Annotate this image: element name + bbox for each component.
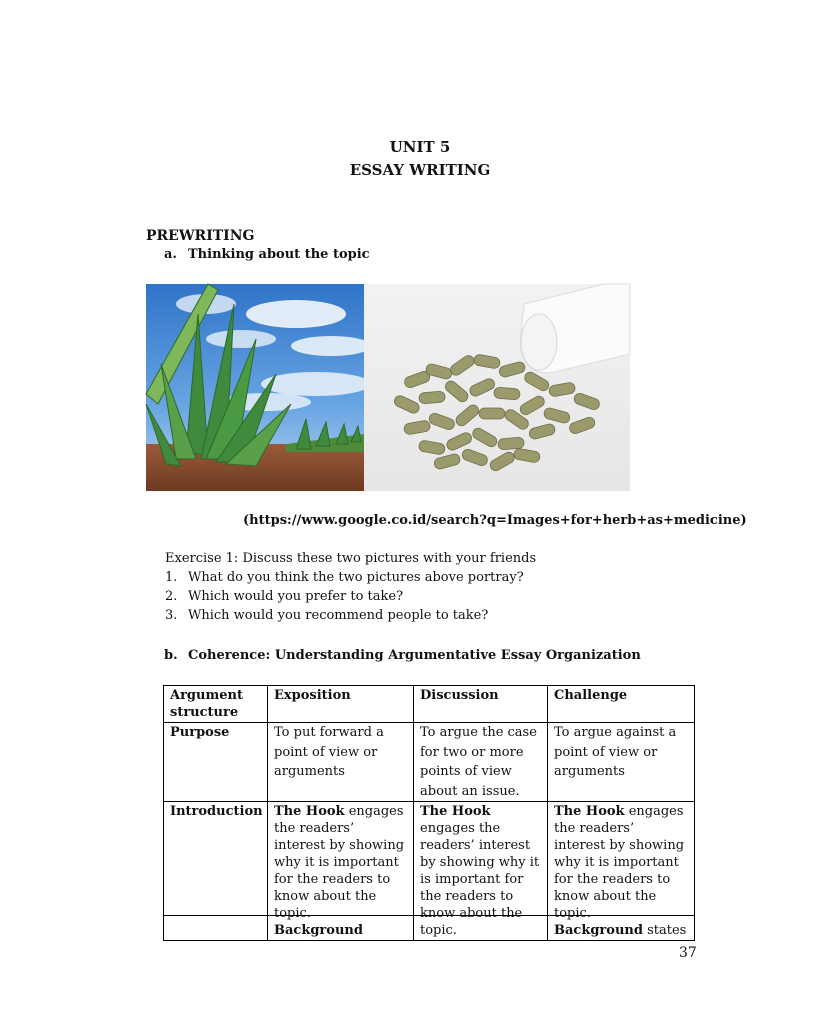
list-item-text: Which would you recommend people to take? [188,608,489,623]
table-header-row [164,686,695,723]
image-source-caption: (https://www.google.co.id/search?q=Images+for+herb+as+medicine) [243,513,747,528]
hook-text: engages the readers’ interest by showing why it is important for the readers to know about the topic. [420,821,540,938]
herbal-capsules-photo [364,284,630,491]
table-header-cell: Discussion [414,686,548,723]
table-cell: To argue against a point of view or arguments [548,723,695,802]
background-text: states [642,923,687,938]
table-cell [548,802,695,941]
table-header-cell: Challenge [548,686,695,723]
hook-term: The Hook [274,804,345,819]
list-item [165,589,403,604]
table-bottom-border [163,915,695,916]
table-cell: To put forward a point of view or arguments [268,723,414,802]
subsection-b-text: Coherence: Understanding Argumentative Essay Organization [188,648,641,663]
list-item-text: What do you think the two pictures above portray? [188,570,524,585]
table-header-cell: Exposition [268,686,414,723]
table-cell [414,802,548,941]
table-cell [268,802,414,941]
exercise-intro: Exercise 1: Discuss these two pictures with your friends [165,551,537,566]
subsection-a-marker: a. [164,247,177,262]
section-heading: PREWRITING [146,228,255,244]
list-item-number: 2. [165,589,178,604]
subsection-a-text: Thinking about the topic [188,247,370,262]
hook-term: The Hook [554,804,625,819]
hook-term: The Hook [420,804,491,819]
table-cell: To argue the case for two or more points of view about an issue. [414,723,548,802]
background-term: Background [554,923,643,938]
hook-text: engages the readers’ interest by showing why it is important for the readers to know about the topic. [274,804,405,921]
hook-text: engages the readers’ interest by showing why it is important for the readers to know about the topic. [554,804,685,921]
aloe-vera-photo [146,284,364,491]
page-title: ESSAY WRITING [349,161,491,179]
subsection-a [164,247,370,262]
subsection-b-marker: b. [164,648,178,663]
list-item-text: Which would you prefer to take? [188,589,404,604]
list-item [165,570,524,585]
row-label: Purpose [164,723,268,802]
background-term: Background [274,923,363,938]
essay-organization-table-wrapper [163,685,696,938]
table-row [164,723,695,802]
list-item [165,608,488,623]
subsection-b [164,648,641,663]
list-item-number: 1. [165,570,178,585]
list-item-number: 3. [165,608,178,623]
page-number: 37 [679,945,697,961]
row-label: Introduction [164,802,268,941]
table-row [164,802,695,941]
unit-heading: UNIT 5 [389,138,451,156]
table-header-cell: Argument structure [164,686,268,723]
essay-organization-table [163,685,695,941]
